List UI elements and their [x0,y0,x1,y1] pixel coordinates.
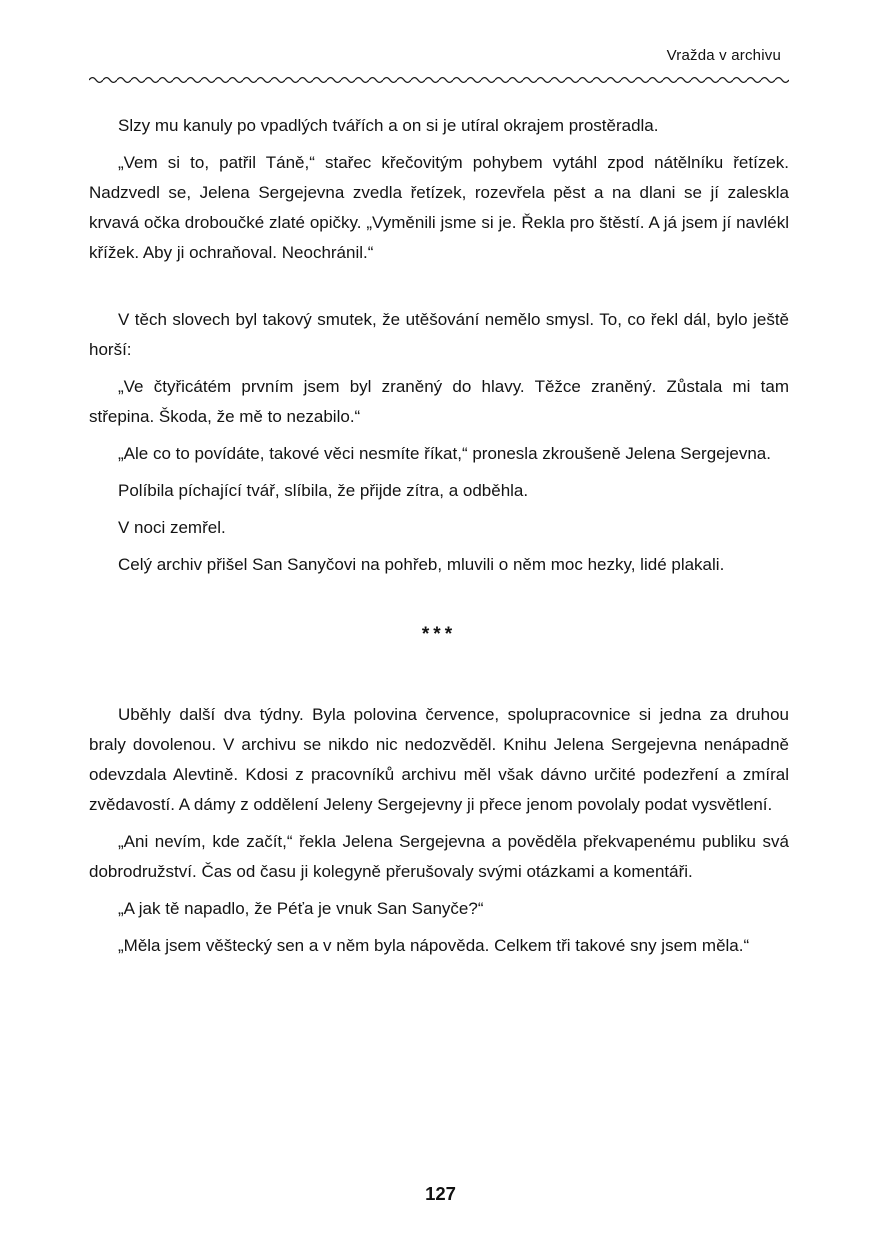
paragraph: V noci zemřel. [118,518,226,537]
body-text-block [89,111,789,961]
paragraph: Celý archiv přišel San Sanyčovi na pohřeb, mluvili o něm moc hezky, lidé plakali. [118,555,725,574]
paragraph: Políbila píchající tvář, slíbila, že přijde zítra, a odběhla. [118,481,529,500]
page-number: 127 [425,1183,456,1204]
paragraph: „Ve čtyřicátém prvním jsem byl zraněný do hlavy. Těžce zraněný. Zůstala mi tam střepina. Škoda, že mě to nezabilo.“ [89,377,789,426]
paragraph: „Měla jsem věštecký sen a v něm byla nápověda. Celkem tři takové sny jsem měla.“ [118,936,750,955]
wavy-divider-rule [89,74,789,86]
paragraph: „Vem si to, patřil Táně,“ stařec křečovitým pohybem vytáhl zpod nátělníku řetízek. Nadzvedl se, Jelena Sergejevna zvedla řetízek, rozevřela pěst a na dlani se jí zaleskla krvavá očka droboučké zlaté opičky. „Vyměnili jsme si je. Řekla pro štěstí. A já jsem jí navlékl křížek. Aby ji ochraňoval. Neochránil.“ [89,153,789,262]
paragraph: „Ani nevím, kde začít,“ řekla Jelena Sergejevna a pověděla překvapenému publiku svá dobrodružství. Čas od času ji kolegyně přerušovaly svými otázkami a komentáři. [89,832,789,881]
paragraph: „Ale co to povídáte, takové věci nesmíte říkat,“ pronesla zkroušeně Jelena Sergejevna. [118,444,771,463]
section-break-asterisks: *** [421,624,457,645]
paragraph: V těch slovech byl takový smutek, že utěšování nemělo smysl. To, co řekl dál, bylo ještě horší: [89,310,789,359]
paragraph: Uběhly další dva týdny. Byla polovina července, spolupracovnice si jedna za druhou braly dovolenou. V archivu se nikdo nic nedozvěděl. Knihu Jelena Sergejevna nenápadně odevzdala Alevtině. Kdosi z pracovníků archivu měl však dávno určité podezření a zmíral zvědavostí. A dámy z oddělení Jeleny Sergejevny ji přece jenom povolaly podat vysvětlení. [89,705,789,814]
paragraph: „A jak tě napadlo, že Péťa je vnuk San Sanyče?“ [118,899,484,918]
paragraph: Slzy mu kanuly po vpadlých tvářích a on si je utíral okrajem prostěradla. [118,116,659,135]
running-header-title: Vražda v archivu [666,47,781,64]
